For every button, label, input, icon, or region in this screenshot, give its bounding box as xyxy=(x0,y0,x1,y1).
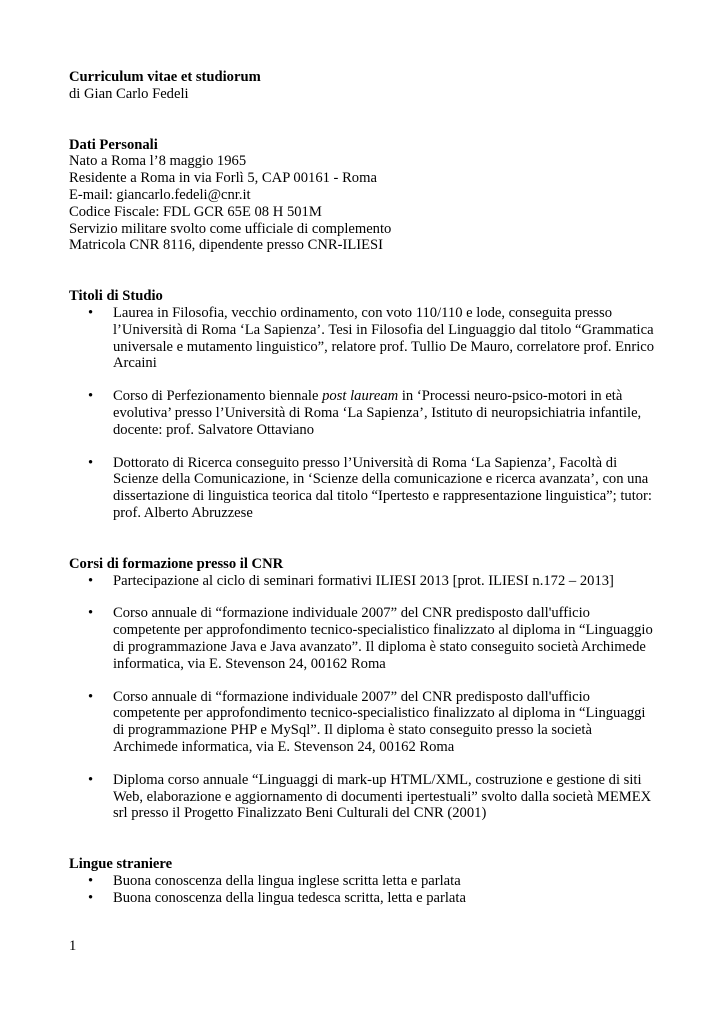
studies-list xyxy=(69,305,659,522)
bullet-icon: • xyxy=(88,872,94,889)
bullet-icon: • xyxy=(88,688,94,705)
list-item-text: Laurea in Filosofia, vecchio ordinamento, con voto 110/110 e lode, conseguita presso l’Università di Roma ‘La Sapienza’. Tesi in Filosofia del Linguaggio dal titolo “Grammatica universale e mutamento linguistico”, relatore prof. Tullio De Mauro, correlatore prof. Enrico Arcaini xyxy=(113,304,655,372)
bullet-icon: • xyxy=(88,388,94,405)
list-item xyxy=(69,772,659,822)
document-author: di Gian Carlo Fedeli xyxy=(69,85,189,102)
bullet-icon: • xyxy=(88,454,94,471)
list-item-text-pre: Corso di Perfezionamento biennale xyxy=(113,388,323,405)
page-number: 1 xyxy=(69,938,77,954)
section-heading-studies: Titoli di Studio xyxy=(69,288,163,305)
document-title: Curriculum vitae et studiorum xyxy=(69,69,261,85)
list-item xyxy=(69,388,659,438)
personal-line: Codice Fiscale: FDL GCR 65E 08 H 501M xyxy=(69,203,322,220)
bullet-icon: • xyxy=(88,572,94,589)
personal-line: Nato a Roma l’8 maggio 1965 xyxy=(69,153,247,170)
list-item xyxy=(69,689,659,756)
list-item-text: Corso annuale di “formazione individuale 2007” del CNR predisposto dall'ufficio competente per approfondimento tecnico-specialistico finalizzato al diploma in “Linguaggi di programmazione PHP e MySql”. Il diploma è stato conseguito presso la società Archimede informatica, via E. Stevenson 24, 00162 Roma xyxy=(113,688,646,755)
section-heading-languages: Lingue straniere xyxy=(69,856,173,873)
personal-line: Matricola CNR 8116, dipendente presso CNR-ILIESI xyxy=(69,237,383,254)
list-item xyxy=(69,873,659,890)
personal-line: Residente a Roma in via Forlì 5, CAP 00161 - Roma xyxy=(69,170,377,187)
list-item xyxy=(69,573,659,590)
list-item-text: Buona conoscenza della lingua inglese scritta letta e parlata xyxy=(113,872,461,889)
list-item-text: Diploma corso annuale “Linguaggi di mark-up HTML/XML, costruzione e gestione di siti Web, elaborazione e aggiornamento di documenti ipertestuali” svolto dalla società MEMEX srl presso il Progetto Finalizzato Beni Culturali del CNR (2001) xyxy=(113,771,652,822)
list-item xyxy=(69,605,659,672)
section-heading-courses: Corsi di formazione presso il CNR xyxy=(69,555,284,572)
list-item xyxy=(69,890,659,907)
list-item-text-italic: post lauream xyxy=(322,388,399,405)
personal-line: Servizio militare svolto come ufficiale di complemento xyxy=(69,220,392,237)
bullet-icon: • xyxy=(88,889,94,906)
section-heading-personal: Dati Personali xyxy=(69,136,158,153)
languages-list xyxy=(69,873,659,907)
bullet-icon: • xyxy=(88,304,94,321)
list-item-text-post: in ‘Processi neuro-psico-motori in età evolutiva’ presso l’Università di Roma ‘La Sapienza’, Istituto di neuropsichiatria infantile, docente: prof. Salvatore Ottaviano xyxy=(113,388,642,438)
list-item-text: Buona conoscenza della lingua tedesca scritta, letta e parlata xyxy=(113,889,466,906)
courses-list xyxy=(69,573,659,823)
document-page xyxy=(69,69,659,906)
list-item xyxy=(69,455,659,522)
bullet-icon: • xyxy=(88,605,94,622)
list-item-text: Dottorato di Ricerca conseguito presso l’Università di Roma ‘La Sapienza’, Facoltà di Scienze della Comunicazione, in ‘Scienze della comunicazione e ricerca avanzata’, con una dissertazione di linguistica teorica dal titolo “Ipertesto e rappresentazione linguistica”; tutor: prof. Alberto Abruzzese xyxy=(113,454,652,521)
personal-line: E-mail: giancarlo.fedeli@cnr.it xyxy=(69,186,251,203)
list-item-text: Partecipazione al ciclo di seminari formativi ILIESI 2013 [prot. ILIESI n.172 – 2013] xyxy=(113,572,614,589)
list-item-text: Corso annuale di “formazione individuale 2007” del CNR predisposto dall'ufficio competente per approfondimento tecnico-specialistico finalizzato al diploma in “Linguaggio di programmazione Java e Java avanzato”. Il diploma è stato conseguito società Archimede informatica, via E. Stevenson 24, 00162 Roma xyxy=(113,605,653,672)
bullet-icon: • xyxy=(88,771,94,788)
list-item xyxy=(69,305,659,372)
